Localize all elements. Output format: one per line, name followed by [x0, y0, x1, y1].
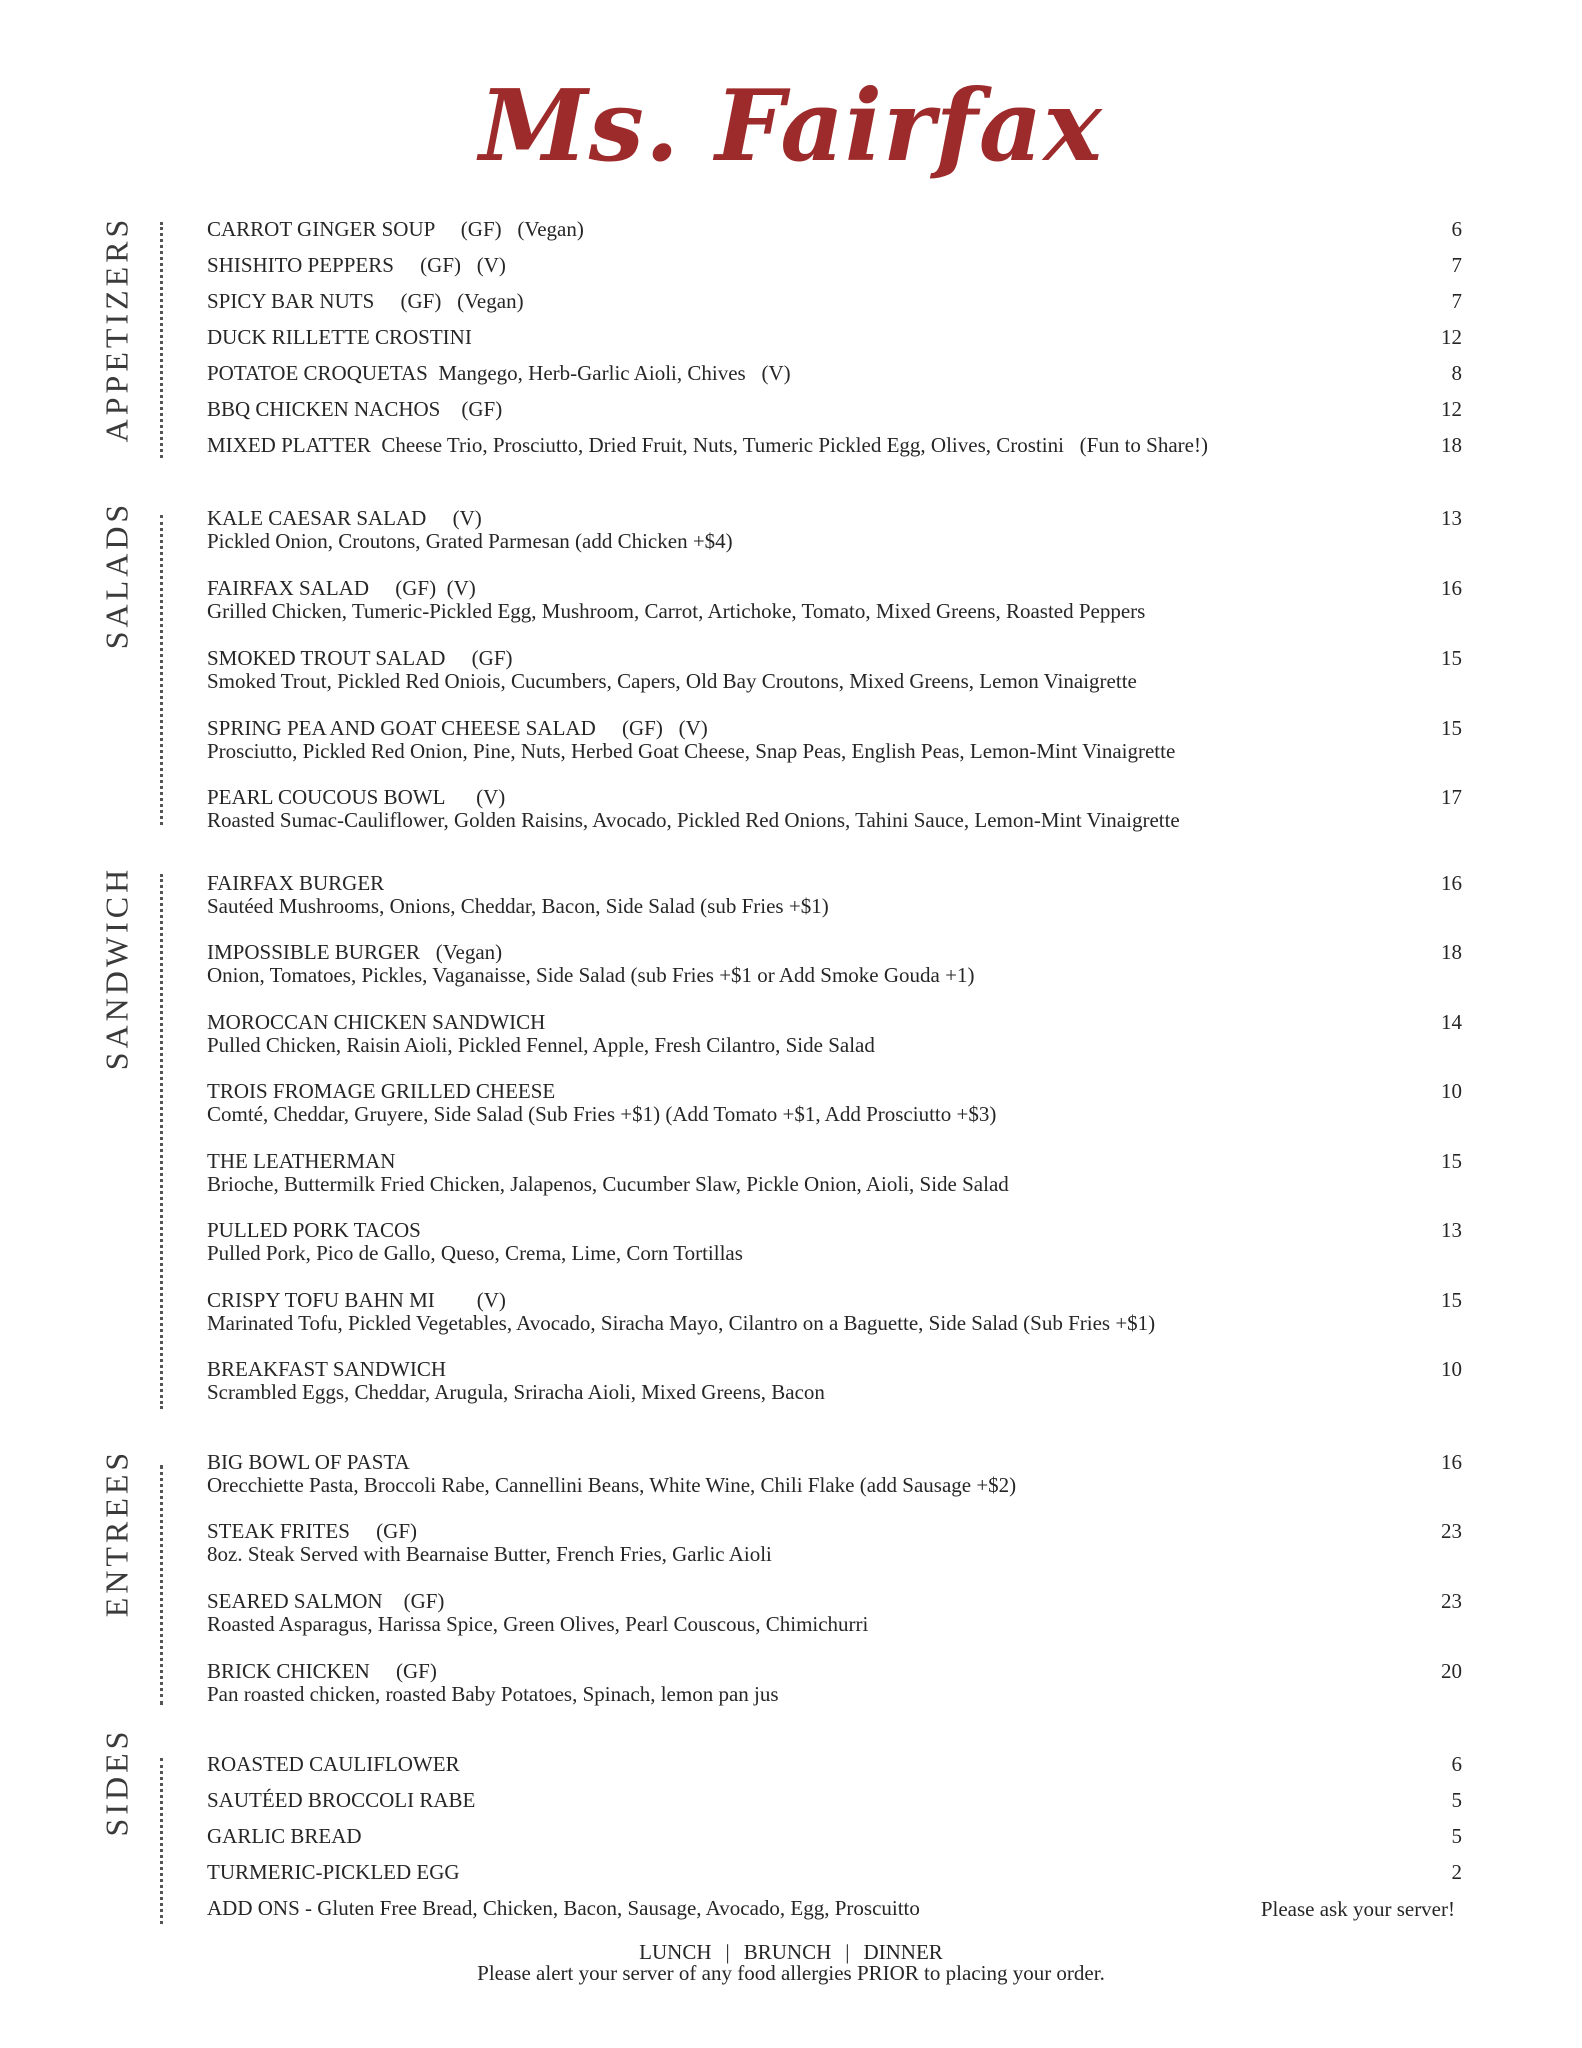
item-description: Scrambled Eggs, Cheddar, Arugula, Sriracha Aioli, Mixed Greens, Bacon — [207, 1380, 825, 1404]
item-price: 23 — [1441, 1589, 1462, 1613]
item-name: BRICK CHICKEN (GF) — [207, 1659, 437, 1683]
item-price: 6 — [1451, 217, 1462, 241]
item-price: 15 — [1441, 716, 1462, 740]
menu-item — [207, 362, 1462, 385]
menu-item — [207, 1660, 1462, 1706]
section-divider — [160, 1465, 163, 1705]
item-price: 15 — [1441, 1149, 1462, 1173]
item-price: 23 — [1441, 1519, 1462, 1543]
menu-item — [207, 1358, 1462, 1404]
menu-item — [207, 717, 1462, 763]
menu-item — [207, 1825, 1462, 1848]
item-name: IMPOSSIBLE BURGER (Vegan) — [207, 940, 503, 964]
menu-item — [207, 1753, 1462, 1776]
item-name: BREAKFAST SANDWICH — [207, 1357, 446, 1381]
section-label-appetizers: APPETIZERS — [98, 215, 135, 443]
item-name: BBQ CHICKEN NACHOS (GF) — [207, 397, 503, 421]
service-hours — [0, 1941, 1582, 1963]
menu-item — [207, 1080, 1462, 1126]
menu-item — [207, 1789, 1462, 1812]
server-note: Please ask your server! — [1260, 1897, 1455, 1921]
item-name: DUCK RILLETTE CROSTINI — [207, 325, 472, 349]
section-label-entrees: ENTREES — [98, 1448, 135, 1618]
menu-item — [207, 1219, 1462, 1265]
menu-item — [207, 872, 1462, 918]
menu-item — [207, 1011, 1462, 1057]
section-divider — [160, 874, 163, 1409]
item-description: Sautéed Mushrooms, Onions, Cheddar, Bacon, Side Salad (sub Fries +$1) — [207, 894, 829, 918]
item-name: SPRING PEA AND GOAT CHEESE SALAD (GF) (V) — [207, 716, 708, 740]
section-divider — [160, 515, 163, 825]
item-name: STEAK FRITES (GF) — [207, 1519, 418, 1543]
item-name: TROIS FROMAGE GRILLED CHEESE — [207, 1079, 556, 1103]
item-price: 20 — [1441, 1659, 1462, 1683]
item-price: 6 — [1451, 1752, 1462, 1776]
separator: | — [725, 1940, 730, 1964]
separator: | — [845, 1940, 850, 1964]
item-price: 14 — [1441, 1010, 1462, 1034]
menu-item — [207, 1451, 1462, 1497]
item-price: 13 — [1441, 506, 1462, 530]
menu-item — [207, 1289, 1462, 1335]
item-description: Pulled Chicken, Raisin Aioli, Pickled Fennel, Apple, Fresh Cilantro, Side Salad — [207, 1033, 875, 1057]
menu-item — [207, 398, 1462, 421]
item-name: SMOKED TROUT SALAD (GF) — [207, 646, 513, 670]
section-label-salads: SALADS — [98, 500, 135, 650]
item-description: Marinated Tofu, Pickled Vegetables, Avocado, Siracha Mayo, Cilantro on a Baguette, Side Salad (Sub Fries +$1) — [207, 1311, 1156, 1335]
menu-item — [207, 941, 1462, 987]
item-name: THE LEATHERMAN — [207, 1149, 396, 1173]
item-description: 8oz. Steak Served with Bearnaise Butter, French Fries, Garlic Aioli — [207, 1542, 772, 1566]
item-description: Orecchiette Pasta, Broccoli Rabe, Cannellini Beans, White Wine, Chili Flake (add Sausage +$2) — [207, 1473, 1017, 1497]
menu-item — [207, 434, 1462, 457]
addons-text: ADD ONS - Gluten Free Bread, Chicken, Bacon, Sausage, Avocado, Egg, Proscuitto — [207, 1896, 920, 1920]
item-price: 16 — [1441, 871, 1462, 895]
section-divider — [160, 1758, 163, 1924]
menu-item — [207, 218, 1462, 241]
item-description: Prosciutto, Pickled Red Onion, Pine, Nuts, Herbed Goat Cheese, Snap Peas, English Peas, Lemon-Mint Vinaigrette — [207, 739, 1176, 763]
service-lunch: LUNCH — [639, 1940, 712, 1964]
menu-item — [207, 1590, 1462, 1636]
item-description: Pickled Onion, Croutons, Grated Parmesan (add Chicken +$4) — [207, 529, 733, 553]
menu-item — [207, 290, 1462, 313]
item-name: SEARED SALMON (GF) — [207, 1589, 445, 1613]
item-description: Pulled Pork, Pico de Gallo, Queso, Crema, Lime, Corn Tortillas — [207, 1241, 743, 1265]
item-name: PULLED PORK TACOS — [207, 1218, 421, 1242]
item-description: Pan roasted chicken, roasted Baby Potatoes, Spinach, lemon pan jus — [207, 1682, 779, 1706]
item-price: 13 — [1441, 1218, 1462, 1242]
item-name: KALE CAESAR SALAD (V) — [207, 506, 482, 530]
item-description: Grilled Chicken, Tumeric-Pickled Egg, Mushroom, Carrot, Artichoke, Tomato, Mixed Greens, Roasted Peppers — [207, 599, 1146, 623]
menu-item — [207, 326, 1462, 349]
allergy-note: Please alert your server of any food allergies PRIOR to placing your order. — [477, 1961, 1105, 1985]
item-description: Smoked Trout, Pickled Red Oniois, Cucumbers, Capers, Old Bay Croutons, Mixed Greens, Lemon Vinaigrette — [207, 669, 1137, 693]
item-price: 7 — [1451, 253, 1462, 277]
service-brunch: BRUNCH — [743, 1940, 832, 1964]
service-dinner: DINNER — [863, 1940, 943, 1964]
restaurant-logo: Ms. Fairfax — [479, 69, 1103, 184]
item-price: 7 — [1451, 289, 1462, 313]
item-price: 15 — [1441, 1288, 1462, 1312]
menu-item — [207, 647, 1462, 693]
item-price: 10 — [1441, 1079, 1462, 1103]
item-name: TURMERIC-PICKLED EGG — [207, 1860, 460, 1884]
item-price: 16 — [1441, 576, 1462, 600]
item-price: 12 — [1441, 397, 1462, 421]
item-price: 8 — [1451, 361, 1462, 385]
item-price: 18 — [1441, 940, 1462, 964]
section-label-sandwich: SANDWICH — [98, 865, 135, 1071]
item-name: FAIRFAX SALAD (GF) (V) — [207, 576, 476, 600]
menu-item — [207, 1150, 1462, 1196]
item-name: POTATOE CROQUETAS Mangego, Herb-Garlic Aioli, Chives (V) — [207, 361, 791, 385]
item-price: 17 — [1441, 785, 1462, 809]
menu-item — [207, 786, 1462, 832]
item-description: Onion, Tomatoes, Pickles, Vaganaisse, Side Salad (sub Fries +$1 or Add Smoke Gouda +1) — [207, 963, 975, 987]
item-price: 2 — [1451, 1860, 1462, 1884]
item-description: Roasted Asparagus, Harissa Spice, Green Olives, Pearl Couscous, Chimichurri — [207, 1612, 869, 1636]
item-name: CRISPY TOFU BAHN MI (V) — [207, 1288, 506, 1312]
item-name: BIG BOWL OF PASTA — [207, 1450, 410, 1474]
item-name: CARROT GINGER SOUP (GF) (Vegan) — [207, 217, 584, 241]
section-label-sides: SIDES — [98, 1727, 135, 1837]
item-description: Brioche, Buttermilk Fried Chicken, Jalapenos, Cucumber Slaw, Pickle Onion, Aioli, Side Salad — [207, 1172, 1009, 1196]
item-name: SHISHITO PEPPERS (GF) (V) — [207, 253, 506, 277]
item-price: 5 — [1451, 1824, 1462, 1848]
item-name: MIXED PLATTER Cheese Trio, Prosciutto, Dried Fruit, Nuts, Tumeric Pickled Egg, Olives, Crostini (Fun to Share!) — [207, 433, 1208, 457]
item-name: SAUTÉED BROCCOLI RABE — [207, 1788, 476, 1812]
item-price: 16 — [1441, 1450, 1462, 1474]
item-name: FAIRFAX BURGER — [207, 871, 385, 895]
item-description: Comté, Cheddar, Gruyere, Side Salad (Sub Fries +$1) (Add Tomato +$1, Add Prosciutto +$3) — [207, 1102, 997, 1126]
menu-item — [207, 507, 1462, 553]
item-name: ROASTED CAULIFLOWER — [207, 1752, 460, 1776]
item-name: SPICY BAR NUTS (GF) (Vegan) — [207, 289, 524, 313]
menu-item — [207, 577, 1462, 623]
item-name: PEARL COUCOUS BOWL (V) — [207, 785, 506, 809]
section-divider — [160, 222, 163, 458]
item-name: GARLIC BREAD — [207, 1824, 362, 1848]
item-price: 18 — [1441, 433, 1462, 457]
item-description: Roasted Sumac-Cauliflower, Golden Raisins, Avocado, Pickled Red Onions, Tahini Sauce, Lemon-Mint Vinaigrette — [207, 808, 1180, 832]
item-name: MOROCCAN CHICKEN SANDWICH — [207, 1010, 546, 1034]
menu-item — [207, 1520, 1462, 1566]
item-price: 5 — [1451, 1788, 1462, 1812]
item-price: 15 — [1441, 646, 1462, 670]
item-price: 10 — [1441, 1357, 1462, 1381]
item-price: 12 — [1441, 325, 1462, 349]
menu-item — [207, 1861, 1462, 1884]
menu-item — [207, 254, 1462, 277]
